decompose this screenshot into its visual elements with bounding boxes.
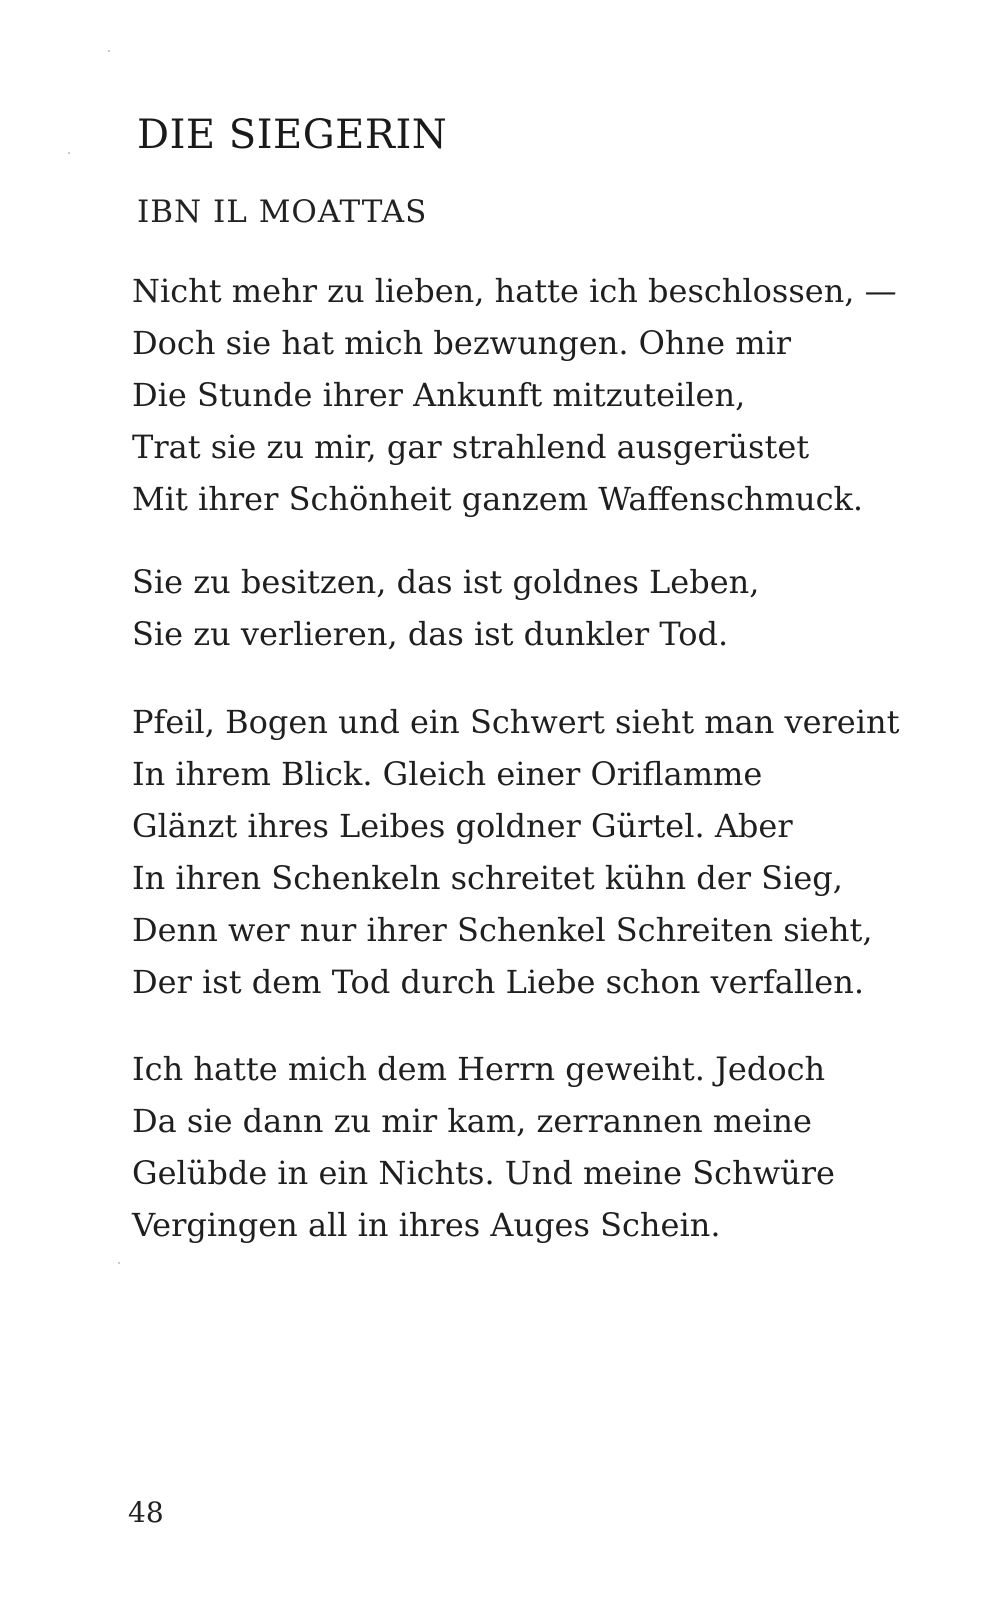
poem-line: In ihrem Blick. Gleich einer Oriflamme (132, 755, 763, 793)
poem-line: Ich hatte mich dem Herrn geweiht. Jedoch (132, 1050, 826, 1088)
poem-line: Der ist dem Tod durch Liebe schon verfallen. (132, 963, 864, 1001)
poem-line: Da sie dann zu mir kam, zerrannen meine (132, 1102, 812, 1140)
poem-line: Gelübde in ein Nichts. Und meine Schwüre (132, 1154, 835, 1192)
poem-line: Doch sie hat mich bezwungen. Ohne mir (132, 324, 792, 362)
paper-speck (68, 152, 70, 154)
paper-speck (108, 50, 110, 52)
stanza-4 (132, 1043, 835, 1251)
paper-speck (118, 1262, 120, 1264)
poem-line: Sie zu verlieren, das ist dunkler Tod. (132, 615, 729, 653)
poem-line: Nicht mehr zu lieben, hatte ich beschlossen, — (132, 272, 897, 310)
poem-line: Mit ihrer Schönheit ganzem Waffenschmuck. (132, 480, 864, 518)
stanza-2 (132, 556, 759, 660)
poem-line: Pfeil, Bogen und ein Schwert sieht man vereint (132, 703, 900, 741)
poem-line: Die Stunde ihrer Ankunft mitzuteilen, (132, 376, 746, 414)
stanza-3 (132, 696, 899, 1008)
poem-line: Vergingen all in ihres Auges Schein. (132, 1206, 721, 1244)
poem-author: IBN IL MOATTAS (137, 194, 428, 230)
page-number: 48 (128, 1496, 164, 1529)
stanza-1 (132, 265, 897, 525)
poem-line: Denn wer nur ihrer Schenkel Schreiten sieht, (132, 911, 873, 949)
poem-title: DIE SIEGERIN (137, 112, 448, 158)
poem-line: Sie zu besitzen, das ist goldnes Leben, (132, 563, 760, 601)
poem-line: Trat sie zu mir, gar strahlend ausgerüstet (132, 428, 810, 466)
poem-line: Glänzt ihres Leibes goldner Gürtel. Aber (132, 807, 793, 845)
poem-line: In ihren Schenkeln schreitet kühn der Sieg, (132, 859, 843, 897)
